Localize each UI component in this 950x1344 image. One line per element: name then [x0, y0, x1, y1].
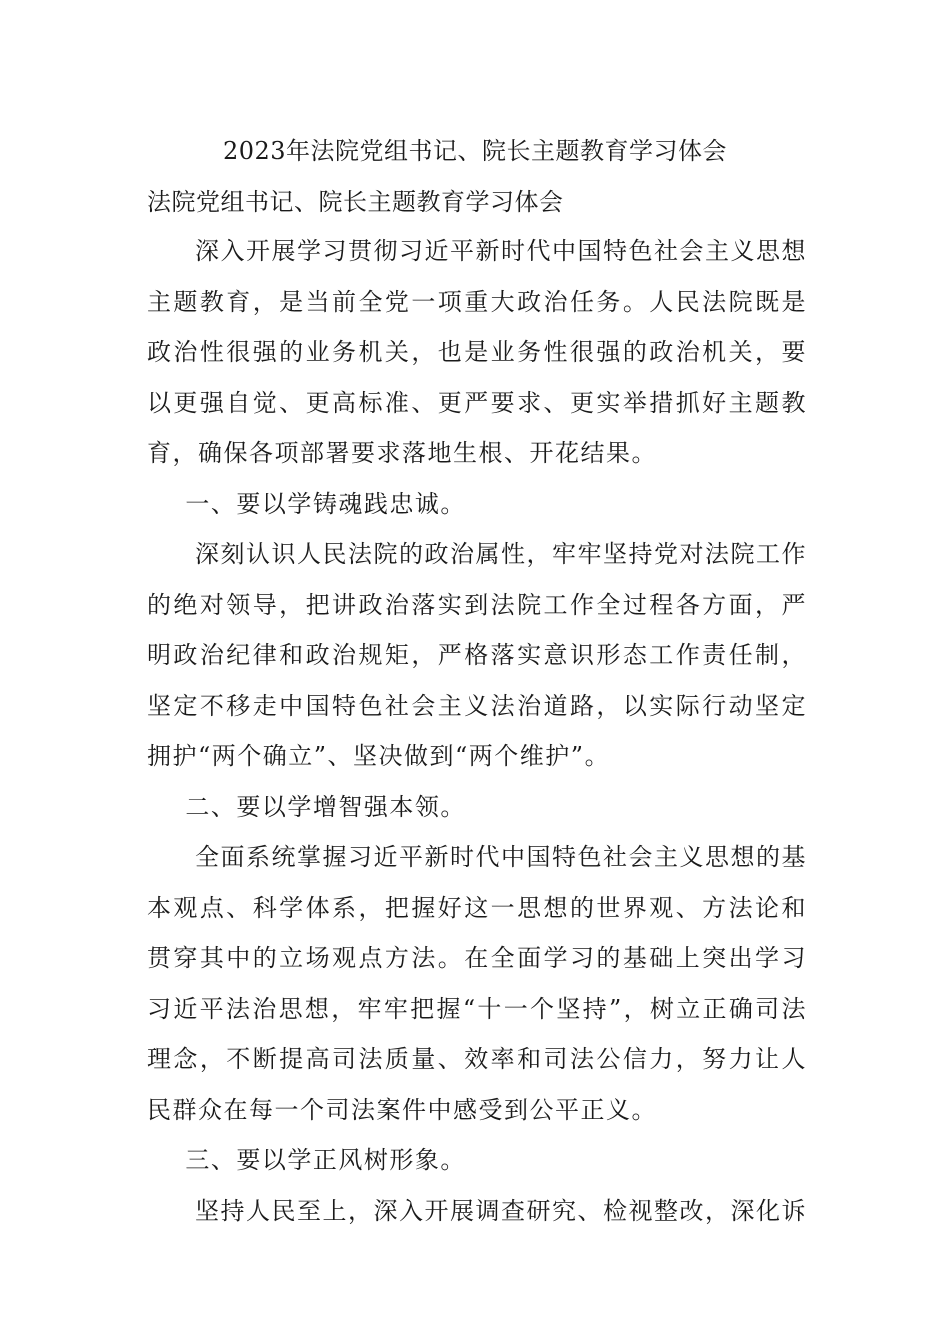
section-heading-3: 三、要以学正风树形象。	[185, 1146, 466, 1174]
paragraph-section-2: 全面系统掌握习近平新时代中国特色社会主义思想的基本观点、科学体系，把握好这一思想的世界观、方法论和贯穿其中的立场观点方法。在全面学习的基础上突出学习习近平法治思想，牢牢把握“十一个坚持”，树立正确司法理念，不断提高司法质量、效率和司法公信力，努力让人民群众在每一个司法案件中感受到公平正义。	[147, 843, 807, 1124]
document-subtitle: 法院党组书记、院长主题教育学习体会	[147, 188, 564, 216]
paragraph-intro: 深入开展学习贯彻习近平新时代中国特色社会主义思想主题教育，是当前全党一项重大政治任务。人民法院既是政治性很强的业务机关，也是业务性很强的政治机关，要以更强自觉、更高标准、更严要求、更实举措抓好主题教育，确保各项部署要求落地生根、开花结果。	[147, 237, 807, 467]
paragraph-section-3: 坚持人民至上，深入开展调查研究、检视整改，深化诉	[195, 1196, 807, 1225]
document-body	[147, 226, 807, 1236]
section-heading-1: 一、要以学铸魂践忠诚。	[185, 489, 466, 518]
document-title: 2023年法院党组书记、院长主题教育学习体会	[222, 137, 728, 165]
section-heading-2: 二、要以学增智强本领。	[185, 792, 466, 821]
paragraph-section-1: 深刻认识人民法院的政治属性，牢牢坚持党对法院工作的绝对领导，把讲政治落实到法院工作全过程各方面，严明政治纪律和政治规矩，严格落实意识形态工作责任制，坚定不移走中国特色社会主义法治道路，以实际行动坚定拥护“两个确立”、坚决做到“两个维护”。	[147, 540, 807, 770]
